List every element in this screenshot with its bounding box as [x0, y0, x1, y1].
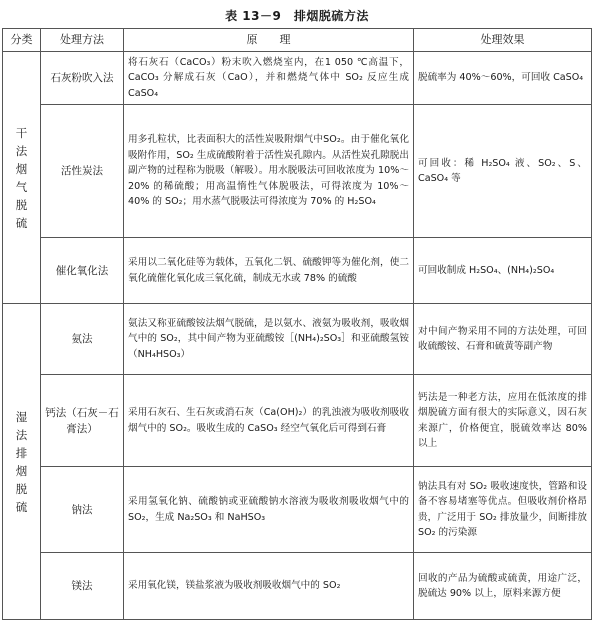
header-method: 处理方法: [41, 29, 124, 52]
table-row: [3, 304, 592, 375]
method-cell: 钠法: [41, 467, 124, 553]
principle-cell: 采用氧化镁，镁盐浆液为吸收剂吸收烟气中的 SO₂: [124, 553, 414, 620]
header-principle: 原 理: [124, 29, 414, 52]
category-label: 湿法排烟脱硫: [15, 409, 28, 514]
method-cell: 活性炭法: [41, 105, 124, 238]
effect-cell: 可回收制成 H₂SO₄、(NH₄)₂SO₄: [414, 238, 592, 304]
method-cell: 石灰粉吹入法: [41, 52, 124, 105]
category-cell-dry: [3, 52, 41, 304]
principle-cell: 采用氢氧化钠、硫酸钠或亚硫酸钠水溶液为吸收剂吸收烟气中的 SO₂，生成 Na₂SO₃ 和 NaHSO₃: [124, 467, 414, 553]
table-header-row: [3, 29, 592, 52]
category-label: 干法烟气脱硫: [15, 125, 28, 230]
method-cell: 镁法: [41, 553, 124, 620]
principle-cell: 将石灰石（CaCO₃）粉末吹入燃烧室内，在1 050 ℃高温下，CaCO₃ 分解成石灰（CaO），并和燃烧气体中 SO₂ 反应生成 CaSO₄: [124, 52, 414, 105]
header-category: 分类: [3, 29, 41, 52]
effect-cell: 对中间产物采用不同的方法处理，可回收硫酸铵、石膏和硫黄等副产物: [414, 304, 592, 375]
principle-cell: 采用石灰石、生石灰或消石灰（Ca(OH)₂）的乳浊液为吸收剂吸收烟气中的 SO₂。吸收生成的 CaSO₃ 经空气氧化后可得到石膏: [124, 375, 414, 467]
table-row: [3, 52, 592, 105]
table-row: [3, 467, 592, 553]
category-cell-wet: [3, 304, 41, 620]
method-cell: 氨法: [41, 304, 124, 375]
effect-cell: 可回收：稀 H₂SO₄ 液、SO₂、S、CaSO₄ 等: [414, 105, 592, 238]
principle-cell: 氨法又称亚硫酸铵法烟气脱硫，是以氨水、液氨为吸收剂，吸收烟气中的 SO₂，其中间产物为亚硫酸铵［(NH₄)₂SO₃］和亚硫酸氢铵（NH₄HSO₃）: [124, 304, 414, 375]
table-title: 表 13－9 排烟脱硫方法: [225, 9, 369, 23]
effect-cell: 钠法具有对 SO₂ 吸收速度快，管路和设备不容易堵塞等优点。但吸收剂价格昂贵，广泛用于 SO₂ 排放量少，间断排放 SO₂ 的污染源: [414, 467, 592, 553]
table-row: [3, 105, 592, 238]
effect-cell: 脱硫率为 40%～60%，可回收 CaSO₄: [414, 52, 592, 105]
table-row: [3, 375, 592, 467]
header-effect: 处理效果: [414, 29, 592, 52]
table-row: [3, 238, 592, 304]
table-row: [3, 553, 592, 620]
method-cell: 催化氧化法: [41, 238, 124, 304]
principle-cell: 采用以二氧化硅等为载体，五氧化二钒、硫酸钾等为催化剂，使二氧化硫催化氧化成三氧化硫，制成无水或 78% 的硫酸: [124, 238, 414, 304]
effect-cell: 钙法是一种老方法，应用在低浓度的排烟脱硫方面有很大的实际意义，因石灰来源广，价格便宜，脱硫效率达 80% 以上: [414, 375, 592, 467]
principle-cell: 用多孔粒状，比表面积大的活性炭吸附烟气中SO₂。由于催化氧化吸附作用，SO₂ 生成硫酸附着于活性炭孔隙内。从活性炭孔隙脱出副产物的过程称为脱吸（解吸）。用水脱吸法可回收浓度为 10%～20% 的稀硫酸；用高温惰性气体脱吸法，可得浓度为 10%～40% 的 SO₂；用水蒸气脱吸法可得浓度为 70% 的 H₂SO₄: [124, 105, 414, 238]
method-cell: 钙法（石灰－石膏法）: [41, 375, 124, 467]
effect-cell: 回收的产品为硫酸或硫黄，用途广泛，脱硫达 90% 以上，原料来源方便: [414, 553, 592, 620]
desulfurization-table: [2, 28, 592, 620]
